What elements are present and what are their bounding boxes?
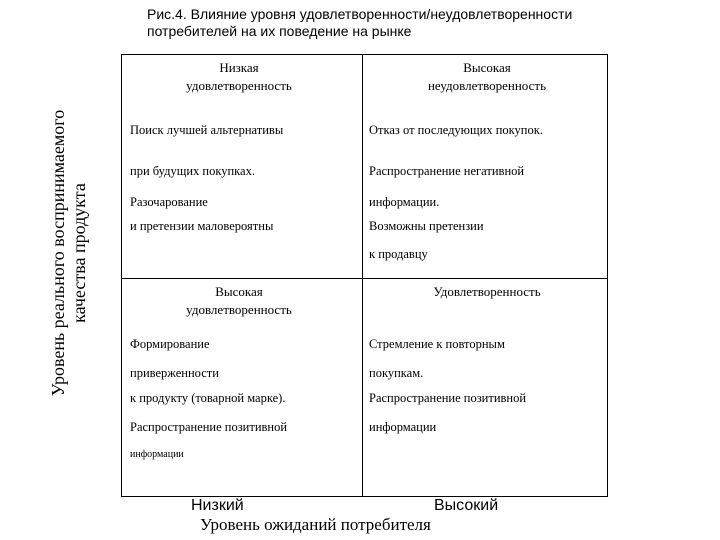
x-axis-title: Уровень ожиданий потребителя bbox=[200, 515, 431, 534]
vertical-divider bbox=[362, 55, 363, 496]
figure-caption bbox=[147, 6, 687, 40]
quadrant-text-line: к продукту (товарной марке). bbox=[130, 391, 286, 405]
quadrant-text-line: приверженности bbox=[130, 366, 219, 380]
quadrant-text-line: к продавцу bbox=[369, 247, 428, 261]
quadrant-text-line: Распространение негативной bbox=[369, 164, 525, 178]
quadrant-text-line: покупкам. bbox=[369, 366, 424, 380]
caption-line-2: потребителей на их поведение на рынке bbox=[147, 23, 412, 39]
quadrant-title: Высокая неудовлетворенность bbox=[427, 60, 547, 93]
quadrant-title: Низкая удовлетворенность bbox=[186, 60, 292, 93]
horizontal-divider bbox=[122, 278, 607, 279]
quadrant-text-line: информации. bbox=[369, 195, 440, 209]
quadrant-text-line: информации bbox=[130, 449, 184, 460]
quadrant-text-line: Формирование bbox=[130, 337, 210, 351]
quadrant-text-line: Поиск лучшей альтернативы bbox=[130, 123, 284, 137]
y-axis-label bbox=[48, 43, 90, 463]
quadrant-low-satisfaction bbox=[130, 59, 356, 274]
x-axis-low-label: Низкий bbox=[191, 497, 244, 514]
quadrant-text-line: Отказ от последующих покупок. bbox=[369, 123, 543, 137]
quadrant-title: Высокая удовлетворенность bbox=[186, 284, 292, 317]
y-axis-label-line-1: Уровень реального воспринимаемого bbox=[48, 109, 68, 397]
quadrant-text-line: Разочарование bbox=[130, 195, 208, 209]
quadrant-high-dissatisfaction bbox=[369, 59, 605, 274]
quadrant-title: Удовлетворенность bbox=[433, 284, 541, 299]
quadrant-text-line: Стремление к повторным bbox=[369, 337, 505, 351]
quadrant-text-line: информации bbox=[369, 420, 437, 434]
y-axis-label-line-2: качества продукта bbox=[69, 183, 89, 323]
quadrant-text-line: Распространение позитивной bbox=[369, 391, 527, 405]
quadrant-satisfaction bbox=[369, 283, 605, 493]
quadrant-text-line: и претензии маловероятны bbox=[130, 219, 274, 233]
x-axis-high-label: Высокий bbox=[434, 497, 499, 514]
quadrant-high-satisfaction bbox=[130, 283, 356, 493]
quadrant-text-line: при будущих покупках. bbox=[130, 164, 255, 178]
matrix-grid bbox=[121, 54, 608, 497]
quadrant-text-line: Распространение позитивной bbox=[130, 420, 288, 434]
quadrant-text-line: Возможны претензии bbox=[369, 219, 484, 233]
caption-line-1: Рис.4. Влияние уровня удовлетворенности/неудовлетворенности bbox=[147, 6, 573, 22]
